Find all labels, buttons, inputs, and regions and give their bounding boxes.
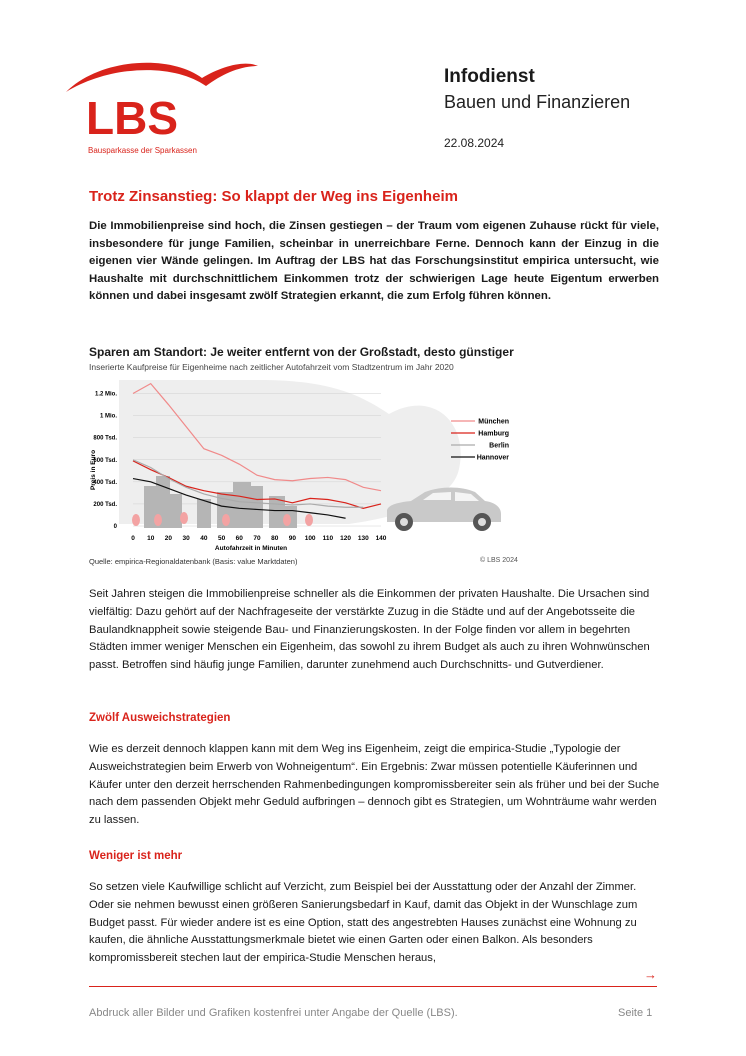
x-axis-label: Autofahrzeit in Minuten bbox=[214, 545, 288, 552]
y-tick-label: 1 Mio. bbox=[99, 413, 117, 420]
y-tick-label: 0 bbox=[113, 524, 117, 530]
paragraph-2: Wie es derzeit dennoch klappen kann mit dem Weg ins Eigenheim, zeigt die empirica-Studie „Typologie der Ausweichstrategien beim Erwerb von Wohneigentum“. Ein Ergebnis: Zwar müssen potentielle Käuferinnen und Käufer unter den derzeit herrschenden Rahmenbedingungen kompromissbereiter sein als früher und bei der Suche nach dem passenden Objekt mehr Geduld aufbringen – dennoch gibt es Strategien, um Wohnträume wahr werden zu lassen. bbox=[89, 743, 660, 827]
price-chart bbox=[89, 374, 519, 556]
x-tick-label: 140 bbox=[375, 535, 387, 542]
article-headline: Trotz Zinsanstieg: So klappt der Weg ins Eigenheim bbox=[89, 188, 458, 205]
y-tick-label: 600 Tsd. bbox=[93, 457, 117, 464]
x-tick-label: 40 bbox=[200, 535, 208, 542]
paragraph-1: Seit Jahren steigen die Immobilienpreise schneller als die Einkommen der privaten Haushalte. Die Ursachen sind vielfältig: Dazu gehört auf der Nachfrageseite der verstärkte Zuzug in die Städte und auf der Angebotsseite die Baulandknappheit sowie steigende Bau- und Finanzierungskosten. In der Folge finden vor allem in begehrten Städten immer weniger Menschen ein Eigenheim, das sowohl zu ihrem Budget als auch zu ihren Wohnwünschen passt. Betroffen sind häufig junge Familien, darunter zunehmend auch Durchschnitts- und Gutverdiener. bbox=[89, 588, 650, 672]
legend-label: München bbox=[478, 418, 509, 426]
section-heading-strategies: Zwölf Ausweichstrategien bbox=[89, 712, 231, 724]
x-tick-label: 30 bbox=[182, 535, 190, 542]
logo-text: LBS bbox=[86, 92, 178, 144]
x-tick-label: 80 bbox=[271, 535, 279, 542]
y-tick-label: 800 Tsd. bbox=[93, 435, 117, 442]
infodienst-title: Infodienst bbox=[444, 66, 535, 87]
y-tick-label: 1.2 Mio. bbox=[94, 391, 117, 398]
footer-divider bbox=[89, 986, 657, 987]
section-heading-less-is-more: Weniger ist mehr bbox=[89, 850, 183, 862]
x-tick-label: 110 bbox=[322, 535, 334, 542]
y-tick-label: 200 Tsd. bbox=[93, 501, 117, 508]
x-tick-label: 120 bbox=[340, 535, 352, 542]
lbs-logo bbox=[60, 52, 260, 162]
x-tick-label: 130 bbox=[357, 535, 369, 542]
chart-copyright: © LBS 2024 bbox=[480, 557, 518, 564]
chart-subtitle: Inserierte Kaufpreise für Eigenheime nach zeitlicher Autofahrzeit vom Stadtzentrum im Jahr 2020 bbox=[89, 362, 454, 372]
legend-label: Hamburg bbox=[478, 430, 509, 438]
x-tick-label: 90 bbox=[288, 535, 297, 542]
paragraph-3: So setzen viele Kaufwillige schlicht auf Verzicht, zum Beispiel bei der Ausstattung oder der Anzahl der Zimmer. Oder sie nehmen bewusst einen größeren Sanierungsbedarf in Kauf, damit das Objekt in der Wunschlage zum Budget passt. Für wieder andere ist es eine Option, statt des angestrebten Hauses zunächst eine Wohnung zu kaufen, die ähnliche Ausstattungsmerkmale bietet wie einen Garten oder einen Balkon. Als besonders kompromissbereit stechen laut der empirica-Studie Menschen heraus, bbox=[89, 881, 638, 965]
y-tick-label: 400 Tsd. bbox=[93, 479, 117, 486]
x-tick-label: 20 bbox=[164, 535, 173, 542]
y-tick-labels bbox=[93, 392, 117, 530]
x-tick-label: 100 bbox=[304, 535, 316, 542]
page-number: Seite 1 bbox=[618, 1007, 653, 1019]
y-axis-label: Preis in Euro bbox=[90, 449, 97, 491]
x-tick-label: 70 bbox=[253, 535, 261, 542]
infodienst-subtitle: Bauen und Finanzieren bbox=[444, 92, 631, 112]
legend-label: Hannover bbox=[476, 454, 509, 462]
logo-tagline: Bausparkasse der Sparkassen bbox=[88, 146, 197, 155]
chart-title: Sparen am Standort: Je weiter entfernt von der Großstadt, desto günstiger bbox=[89, 345, 514, 359]
legend-label: Berlin bbox=[489, 442, 509, 450]
article-lead: Die Immobilienpreise sind hoch, die Zinsen gestiegen – der Traum vom eigenen Zuhause rückt für viele, insbesondere für junge Familien, scheinbar in unerreichbare Ferne. Dennoch kann der Einzug in die eigenen vier Wände gelingen. Im Auftrag der LBS hat das Forschungsinstitut empirica untersucht, wie Haushalte mit durchschnittlichem Einkommen trotz der schwierigen Lage heute Eigentum erwerben können und dabei insgesamt zwölf Strategien erkannt, die zum Erfolg führen können. bbox=[89, 220, 659, 303]
x-tick-label: 0 bbox=[131, 535, 135, 542]
x-tick-label: 10 bbox=[147, 535, 155, 542]
arrow-right-icon[interactable]: → bbox=[644, 967, 657, 982]
footer-note: Abdruck aller Bilder und Grafiken kostenfrei unter Angabe der Quelle (LBS). bbox=[89, 1007, 458, 1019]
publication-date: 22.08.2024 bbox=[444, 136, 505, 150]
x-tick-labels bbox=[131, 535, 387, 542]
chart-source: Quelle: empirica-Regionaldatenbank (Basis: value Marktdaten) bbox=[89, 557, 298, 566]
x-tick-label: 50 bbox=[217, 535, 226, 542]
x-tick-label: 60 bbox=[235, 535, 243, 542]
